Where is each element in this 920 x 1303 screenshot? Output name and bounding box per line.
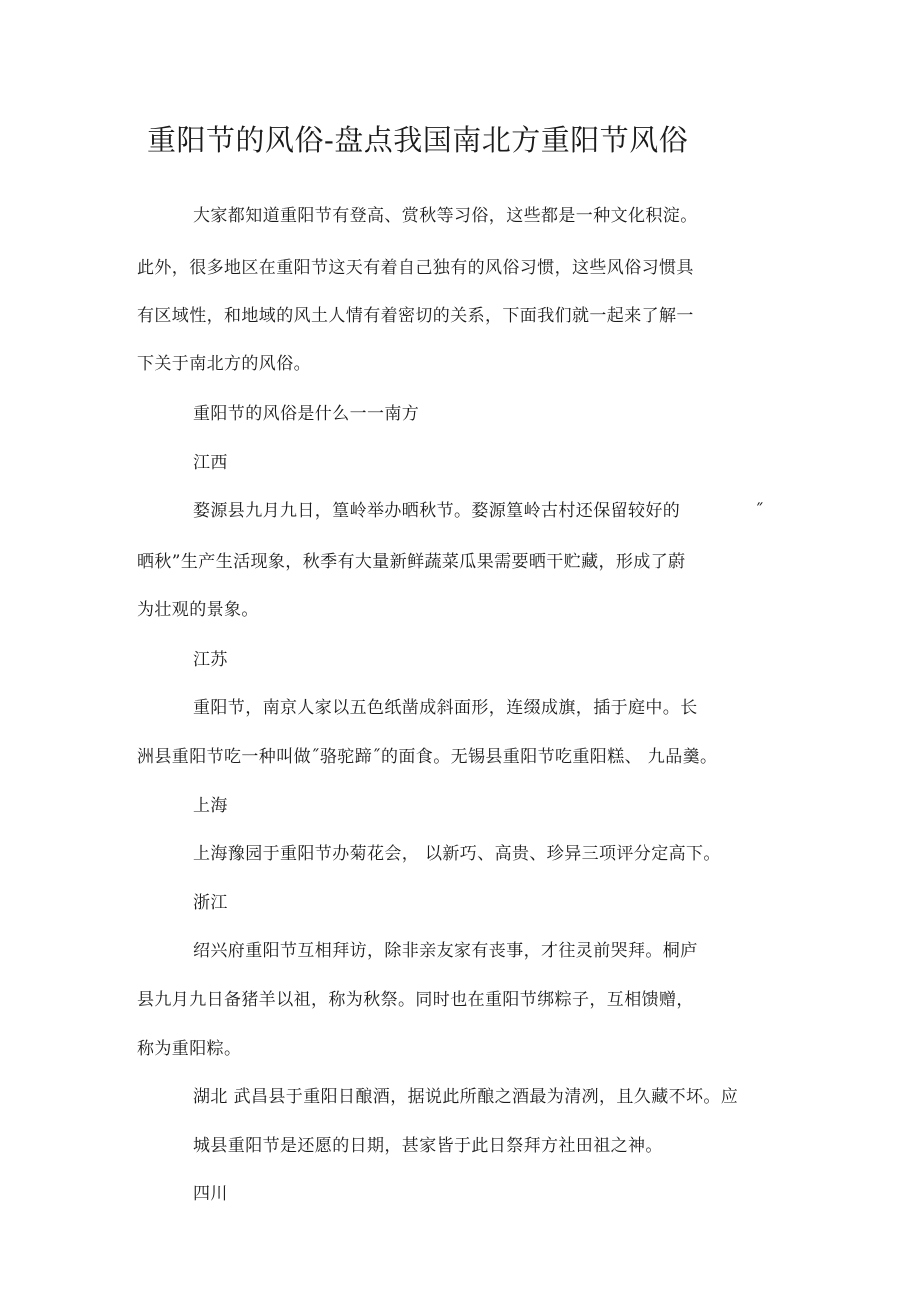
quote-mark: ˝	[755, 501, 764, 521]
paragraph-zhejiang-line-2: 县九月九日备猪羊以祖，称为秋祭。同时也在重阳节绑粽子，互相馈赠，	[137, 990, 694, 1010]
region-heading-jiangxi: 江西	[193, 453, 228, 473]
paragraph-hubei-line-1: 湖北 武昌县于重阳日酿酒，据说此所酿之酒最为清冽，且久藏不坏。应	[193, 1087, 739, 1107]
paragraph-jiangsu-line-2: 洲县重阳节吃一种叫做˝骆驼蹄˝的面食。无锡县重阳节吃重阳糕、 九品羹。	[137, 747, 718, 767]
paragraph-zhejiang-line-3: 称为重阳粽。	[137, 1039, 242, 1059]
region-heading-shanghai: 上海	[193, 796, 228, 816]
paragraph-jiangxi-line-3: 为壮观的景象。	[137, 600, 259, 620]
paragraph-zhejiang-line-1: 绍兴府重阳节互相拜访，除非亲友家有丧事，才往灵前哭拜。桐庐	[193, 941, 698, 961]
paragraph-jiangxi-line-2: 晒秋”生产生活现象，秋季有大量新鲜蔬菜瓜果需要晒干贮藏，形成了蔚	[137, 552, 686, 572]
section-heading-south: 重阳节的风俗是什么一一南方	[193, 404, 420, 424]
page-title: 重阳节的风俗-盘点我国南北方重阳节风俗	[147, 123, 689, 157]
paragraph-intro-line-4: 下关于南北方的风俗。	[137, 354, 311, 374]
paragraph-intro-line-3: 有区域性，和地域的风土人情有着密切的关系，下面我们就一起来了解一	[137, 306, 694, 326]
paragraph-hubei-line-2: 城县重阳节是还愿的日期，甚家皆于此日祭拜方社田祖之神。	[193, 1136, 663, 1156]
region-heading-zhejiang: 浙江	[193, 893, 228, 913]
paragraph-intro-line-2: 此外，很多地区在重阳节这天有着自己独有的风俗习惯，这些风俗习惯具	[137, 258, 694, 278]
paragraph-jiangxi-line-1: 婺源县九月九日，篁岭举办晒秋节。婺源篁岭古村还保留较好的	[193, 501, 681, 521]
paragraph-shanghai-line-1: 上海豫园于重阳节办菊花会， 以新巧、高贵、珍异三项评分定高下。	[193, 844, 721, 864]
paragraph-intro-line-1: 大家都知道重阳节有登高、赏秋等习俗，这些都是一种文化积淀。	[193, 206, 698, 226]
region-heading-sichuan: 四川	[193, 1184, 228, 1204]
region-heading-jiangsu: 江苏	[193, 650, 228, 670]
paragraph-jiangsu-line-1: 重阳节，南京人家以五色纸凿成斜面形，连缀成旗，插于庭中。长	[193, 698, 698, 718]
